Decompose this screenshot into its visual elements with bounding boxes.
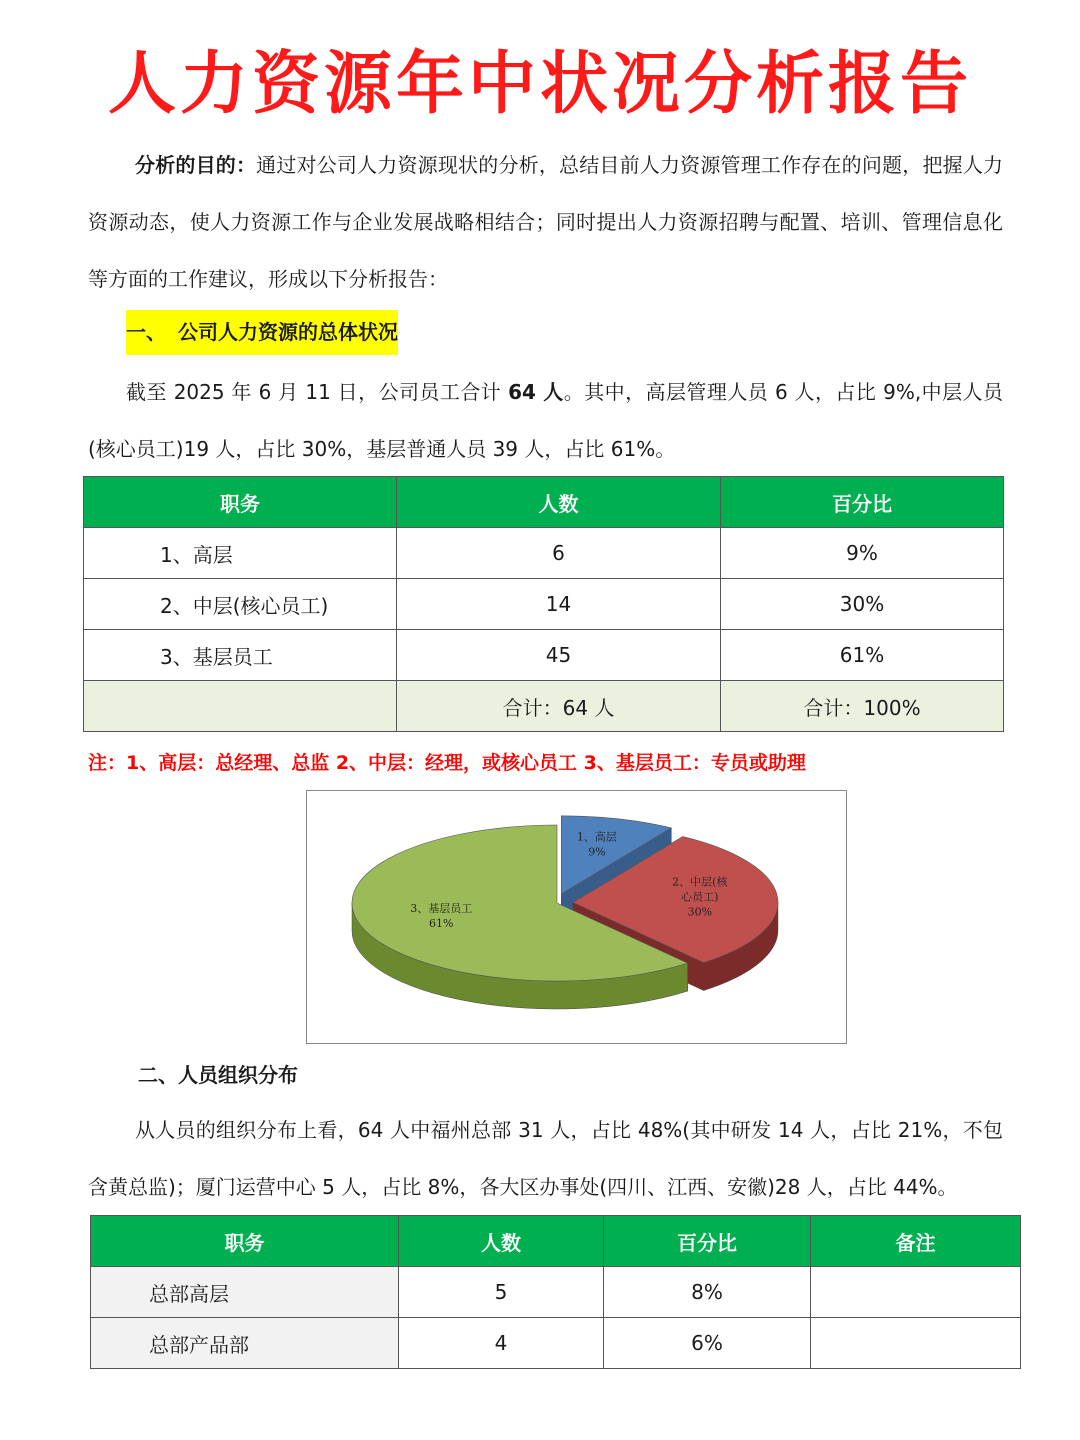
col-header-percent: 百分比 (604, 1216, 811, 1267)
section1-text-b: 。其中，高层管理人员 6 人，占比 9%,中层人员(核心员工)19 人，占比 30%，基层普通人员 39 人，占比 61%。 (88, 380, 1003, 461)
report-title: 人力资源年中状况分析报告 (107, 45, 972, 124)
section1-paragraph (88, 364, 1003, 478)
table-total-row (84, 681, 1004, 732)
col-header-percent: 百分比 (721, 477, 1004, 528)
pie-label-2: 2、中层(核心员工) 30% (672, 875, 728, 919)
table-row (84, 630, 1004, 681)
table-cell: 4 (399, 1318, 604, 1369)
org-distribution-table (90, 1215, 1021, 1369)
table-cell: 14 (397, 579, 721, 630)
table-cell: 6% (604, 1318, 811, 1369)
table-cell: 6 (397, 528, 721, 579)
table-row (84, 579, 1004, 630)
pie-chart-svg (307, 791, 846, 1043)
section1-text-a: 截至 2025 年 6 月 11 日，公司员工合计 (126, 380, 509, 404)
intro-paragraph (88, 137, 1003, 308)
section1-heading (126, 310, 398, 355)
section1-total: 64 人 (508, 380, 564, 404)
section1-title: 公司人力资源的总体状况 (178, 320, 398, 344)
intro-text: 通过对公司人力资源现状的分析，总结目前人力资源管理工作存在的问题，把握人力资源动态，使人力资源工作与企业发展战略相结合；同时提出人力资源招聘与配置、培训、管理信息化等方面的工作建议，形成以下分析报告： (88, 153, 1004, 291)
table-cell: 1、高层 (84, 528, 397, 579)
table-cell: 30% (721, 579, 1004, 630)
section2-paragraph: 从人员的组织分布上看，64 人中福州总部 31 人，占比 48%(其中研发 14 人，占比 21%，不包含黄总监)；厦门运营中心 5 人，占比 8%，各大区办事处(四川、江西、安徽)28 人，占比 44%。 (88, 1118, 1003, 1199)
intro-lead: 分析的目的： (135, 153, 257, 177)
total-percent-cell: 合计：100% (721, 681, 1004, 732)
col-header-remark: 备注 (811, 1216, 1021, 1267)
section1-number: 一、 (126, 320, 166, 344)
table-row (84, 528, 1004, 579)
table-cell: 2、中层(核心员工) (84, 579, 397, 630)
table-cell: 45 (397, 630, 721, 681)
col-header-count: 人数 (399, 1216, 604, 1267)
table-cell: 总部产品部 (91, 1318, 399, 1369)
total-count-cell: 合计：64 人 (397, 681, 721, 732)
table-cell (811, 1267, 1021, 1318)
table-cell (84, 681, 397, 732)
table-cell (811, 1318, 1021, 1369)
col-header-position: 职务 (84, 477, 397, 528)
table-header-row (84, 477, 1004, 528)
section2-heading: 二、人员组织分布 (138, 1063, 298, 1087)
pie-chart (306, 790, 847, 1044)
col-header-count: 人数 (397, 477, 721, 528)
table-header-row (91, 1216, 1021, 1267)
table-cell: 3、基层员工 (84, 630, 397, 681)
table-row (91, 1318, 1021, 1369)
staff-level-table (83, 476, 1004, 732)
col-header-position: 职务 (91, 1216, 399, 1267)
pie-label-1: 1、高层 9% (576, 830, 617, 859)
table-cell: 5 (399, 1267, 604, 1318)
table-row (91, 1267, 1021, 1318)
table-cell: 总部高层 (91, 1267, 399, 1318)
table-cell: 61% (721, 630, 1004, 681)
pie-label-3: 3、基层员工 61% (410, 901, 473, 930)
table-cell: 8% (604, 1267, 811, 1318)
table-cell: 9% (721, 528, 1004, 579)
table-note: 注：1、高层：总经理、总监 2、中层：经理，或核心员工 3、基层员工：专员或助理 (88, 752, 806, 774)
